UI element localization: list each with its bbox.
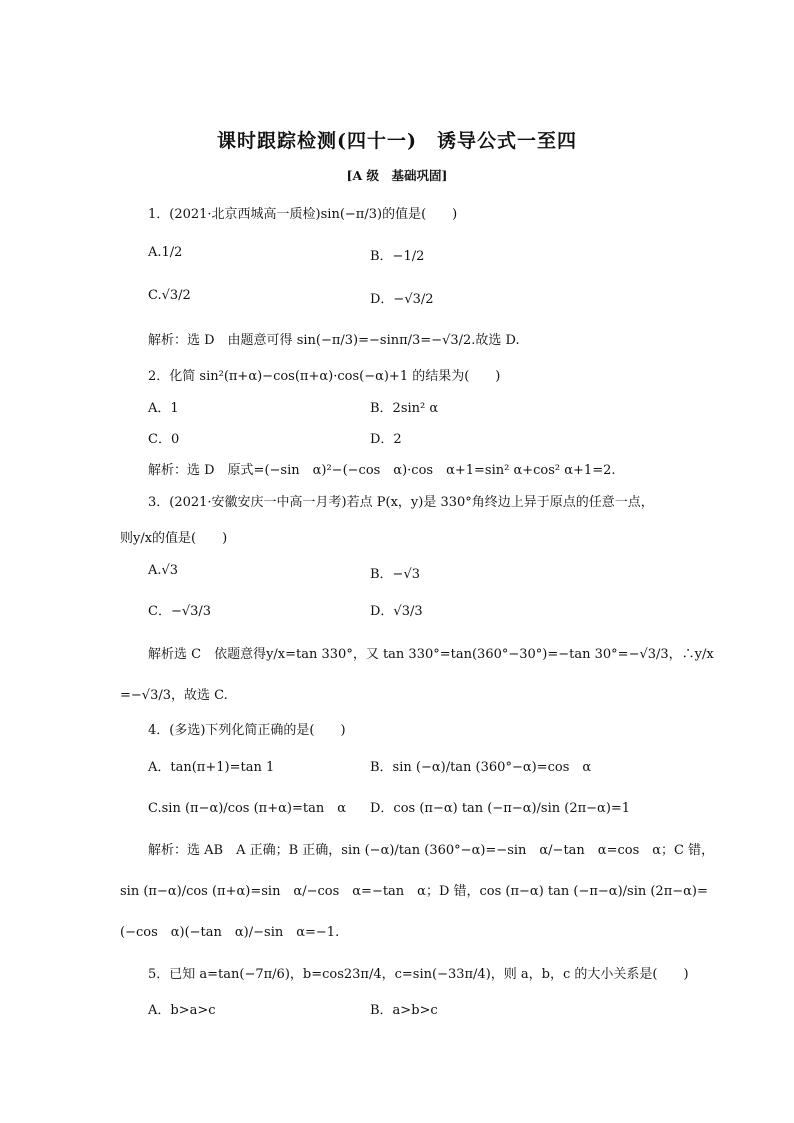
q4-stem: 4．(多选)下列化简正确的是( ): [148, 723, 346, 738]
q2-option-a: A．1: [148, 401, 179, 416]
q2-option-c: C．0: [148, 432, 180, 447]
q4-option-b: B．sin (−α)/tan (360°−α)=cos α: [370, 760, 592, 775]
section-heading: [A 级 基础巩固]: [346, 168, 448, 183]
q1-option-a: A.1/2: [148, 245, 183, 260]
q4-option-d: D．cos (π−α) tan (−π−α)/sin (2π−α)=1: [370, 801, 631, 816]
q3-solution-line1: 解析选 C 依题意得y/x=tan 330°，又 tan 330°=tan(360°−30°)=−tan 30°=−√3/3，∴y/x: [148, 647, 714, 662]
q5-option-b: B．a>b>c: [370, 1003, 438, 1018]
q3-option-c: C．−√3/3: [148, 604, 212, 619]
q3-option-a: A.√3: [148, 563, 179, 578]
q4-solution-line1: 解析：选 AB A 正确；B 正确，sin (−α)/tan (360°−α)=−sin α/−tan α=cos α；C 错，: [148, 843, 715, 858]
q1-option-b: B．−1/2: [370, 249, 425, 264]
q3-stem-line1: 3．(2021·安徽安庆一中高一月考)若点 P(x，y)是 330°角终边上异于原点的任意一点，: [148, 495, 654, 510]
q2-option-d: D．2: [370, 432, 402, 447]
q4-solution-line3: (−cos α)(−tan α)/−sin α=−1.: [120, 925, 340, 940]
q1-option-d: D．−√3/2: [370, 292, 434, 307]
q1-option-c: C.√3/2: [148, 288, 191, 303]
q3-stem-line2: 则y/x的值是( ): [120, 531, 228, 546]
q5-option-a: A．b>a>c: [148, 1003, 216, 1018]
q3-option-b: B．−√3: [370, 567, 421, 582]
q1-solution: 解析：选 D 由题意可得 sin(−π/3)=−sinπ/3=−√3/2.故选 D.: [148, 333, 520, 348]
q2-solution: 解析：选 D 原式=(−sin α)²−(−cos α)·cos α+1=sin² α+cos² α+1=2.: [148, 463, 616, 478]
q1-stem: 1．(2021·北京西城高一质检)sin(−π/3)的值是( ): [148, 207, 458, 222]
q5-stem: 5．已知 a=tan(−7π/6)，b=cos23π/4，c=sin(−33π/4)，则 a，b，c 的大小关系是( ): [148, 967, 689, 982]
q4-option-c: C.sin (π−α)/cos (π+α)=tan α: [148, 801, 346, 816]
q2-option-b: B．2sin² α: [370, 401, 439, 416]
q4-solution-line2: sin (π−α)/cos (π+α)=sin α/−cos α=−tan α；D 错，cos (π−α) tan (−π−α)/sin (2π−α)=: [120, 884, 708, 899]
q4-option-a: A．tan(π+1)=tan 1: [148, 760, 275, 775]
q2-stem: 2．化简 sin²(π+α)−cos(π+α)·cos(−α)+1 的结果为( ): [148, 369, 501, 384]
q3-option-d: D．√3/3: [370, 604, 423, 619]
q3-solution-line2: =−√3/3，故选 C.: [120, 688, 228, 703]
page-title: 课时跟踪检测(四十一) 诱导公式一至四: [217, 130, 577, 152]
